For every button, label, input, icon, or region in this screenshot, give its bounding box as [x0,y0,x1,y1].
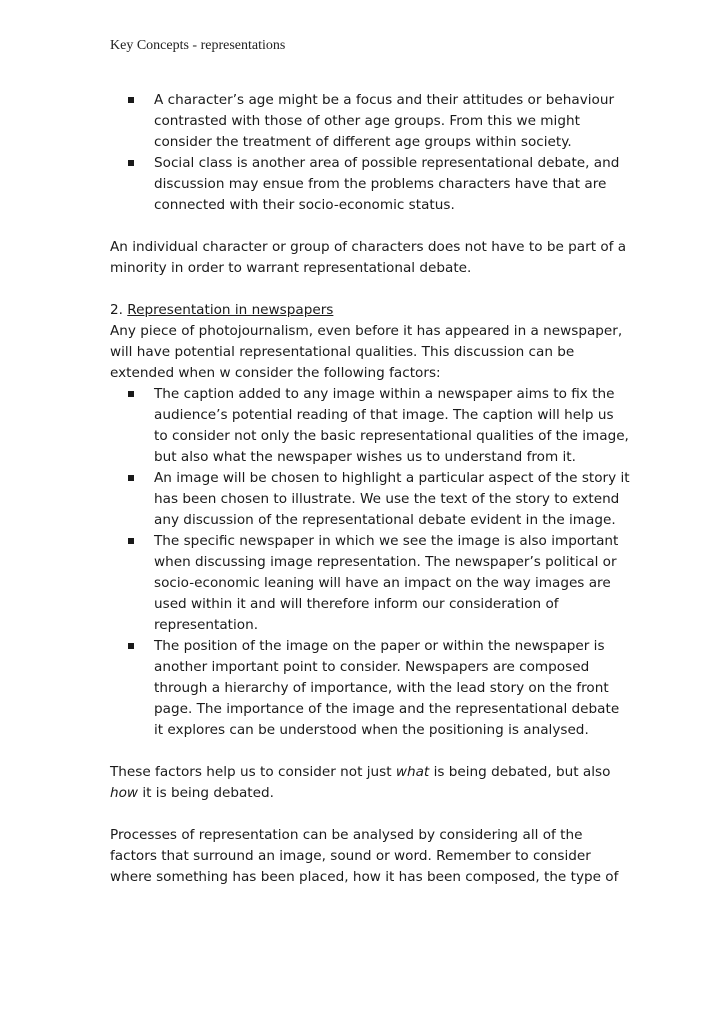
list-item: The caption added to any image within a newspaper aims to fix the audience’s potential reading of that image. The caption will help us to consider not only the basic representational qualities of the image, but also what the newspaper wishes us to understand from it. [110,384,630,468]
document-body [110,90,630,888]
bullet-list-newspapers [110,384,630,741]
section-title: Representation in newspapers [127,302,334,318]
page-header: Key Concepts - representations [110,38,286,53]
bullet-list-top [110,90,630,216]
square-bullet-icon [128,538,134,544]
square-bullet-icon [128,391,134,397]
paragraph-minority: An individual character or group of characters does not have to be part of a minority in order to warrant representational debate. [110,239,627,276]
section-heading: 2. Representation in newspapers [110,302,334,318]
list-item: The position of the image on the paper or within the newspaper is another important point to consider. Newspapers are composed through a hierarchy of importance, with the lead story on the front page. The importance of the image and the representational debate it explores can be understood when the positioning is analysed. [110,636,630,741]
list-item: An image will be chosen to highlight a particular aspect of the story it has been chosen to illustrate. We use the text of the story to extend any discussion of the representational debate evident in the image. [110,468,630,531]
list-item: The specific newspaper in which we see the image is also important when discussing image representation. The newspaper’s political or socio-economic leaning will have an impact on the way images are used within it and will therefore inform our consideration of representation. [110,531,630,636]
square-bullet-icon [128,97,134,103]
section-intro: Any piece of photojournalism, even before it has appeared in a newspaper, will have potential representational qualities. This discussion can be extended when w consider the following factors: [110,323,623,381]
paragraph-processes: Processes of representation can be analysed by considering all of the factors that surround an image, sound or word. Remember to consider where something has been placed, how it has been composed, the type of [110,827,619,885]
list-item: Social class is another area of possible representational debate, and discussion may ensue from the problems characters have that are connected with their socio-economic status. [110,153,630,216]
square-bullet-icon [128,475,134,481]
square-bullet-icon [128,643,134,649]
paragraph-factors: These factors help us to consider not just what is being debated, but also how it is being debated. [110,764,611,801]
list-item: A character’s age might be a focus and their attitudes or behaviour contrasted with those of other age groups. From this we might consider the treatment of different age groups within society. [110,90,630,153]
square-bullet-icon [128,160,134,166]
